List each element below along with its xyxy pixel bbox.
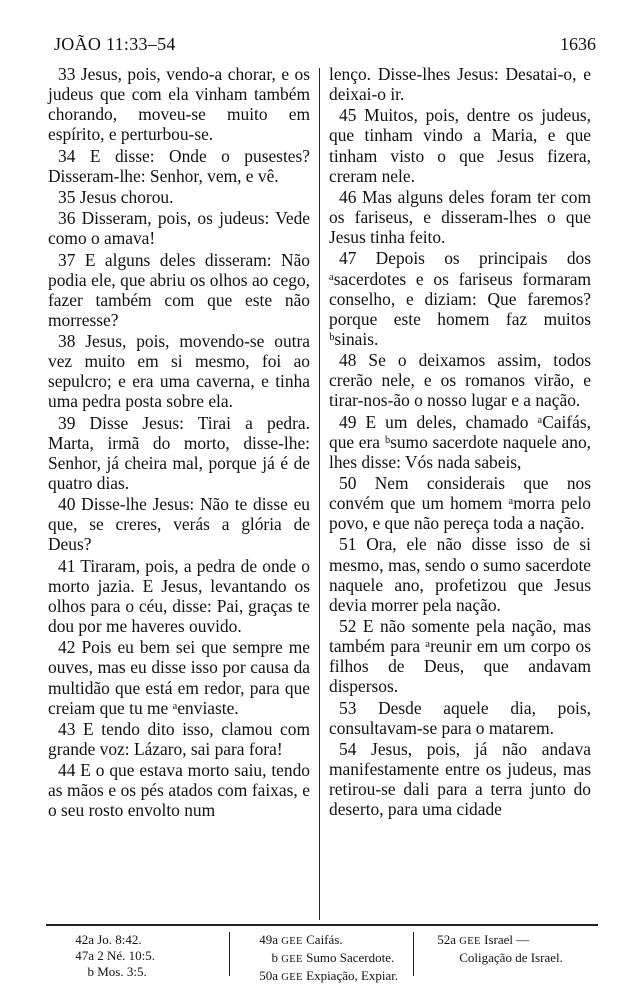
footnote-text: Caifás.	[306, 932, 343, 947]
left-column	[48, 64, 310, 822]
footnote-divider	[229, 932, 230, 976]
verse-40: 40 Disse-lhe Jesus: Não te disse eu que, se creres, verás a glória de Deus?	[48, 494, 310, 555]
footnote-text: Coligação de Israel.	[459, 950, 563, 965]
footnote-text: Mos. 3:5.	[97, 964, 147, 979]
verse-46: 46 Mas alguns deles foram ter com os fariseus, e disseram-lhes o que Jesus tinha feito.	[329, 186, 591, 248]
footnote	[60, 948, 230, 964]
footnote-ref: 50a	[259, 968, 278, 983]
footnote-text: Expiação, Expiar.	[306, 968, 399, 983]
footnote-ref: 47a	[75, 948, 94, 963]
verse-47: 47 Depois os principais dos ᵃsacerdotes e os fariseus formaram conselho, e diziam: Que faremos? porque este homem faz muitos ᵇsinais.	[329, 248, 591, 349]
guide-tag: GEE	[281, 972, 303, 983]
page-header	[46, 34, 594, 60]
footnote-ref: 42a	[75, 932, 94, 947]
verse-52: 52 E não somente pela nação, mas também para ᵃreunir em um corpo os filhos de Deus, que andavam dispersos.	[329, 616, 591, 697]
footnote-text: Sumo Sacerdote.	[306, 950, 395, 965]
footnote-ref: b	[271, 950, 278, 965]
text-columns	[46, 64, 594, 920]
footnote	[60, 964, 230, 980]
page-number: 1636	[560, 34, 596, 54]
verse-54: 54 Jesus, pois, já não andava manifestamente entre os judeus, mas retirou-se dali para a terra junto do deserto, para uma cidade	[329, 738, 591, 820]
verse-44: 44 E o que estava morto saiu, tendo as mãos e os pés atados com faixas, e o seu rosto envolto num	[48, 760, 310, 821]
footnote-text: 2 Né. 10:5.	[97, 948, 156, 963]
verse-38: 38 Jesus, pois, movendo-se outra vez muito em si mesmo, foi ao sepulcro; e era uma caverna, e tinha uma pedra posta sobre ela.	[48, 331, 310, 412]
footnote-column-2	[238, 932, 418, 986]
guide-tag: GEE	[459, 936, 481, 947]
verse-44-continued: lenço. Disse-lhes Jesus: Desatai-o, e deixai-o ir.	[329, 64, 591, 105]
verse-37: 37 E alguns deles disseram: Não podia ele, que abriu os olhos ao cego, fazer também com que este não morresse?	[48, 249, 310, 330]
footnote	[238, 950, 418, 968]
chapter-reference: JOÃO 11:33–54	[54, 34, 176, 54]
verse-43: 43 E tendo dito isso, clamou com grande voz: Lázaro, sai para fora!	[48, 718, 310, 759]
footnote	[422, 932, 598, 950]
footnote-column-1	[60, 932, 230, 980]
verse-42: 42 Pois eu bem sei que sempre me ouves, mas eu disse isso por causa da multidão que está em redor, para que creiam que tu me ᵃenviaste.	[48, 637, 310, 718]
verse-45: 45 Muitos, pois, dentre os judeus, que tinham vindo a Maria, e que tinham visto o que Jesus fizera, creram nele.	[329, 105, 591, 186]
verse-50: 50 Nem considerais que nos convém que um homem ᵃmorra pelo povo, e que não pereça toda a nação.	[329, 473, 591, 534]
verse-35: 35 Jesus chorou.	[58, 186, 174, 207]
guide-tag: GEE	[281, 954, 303, 965]
right-column	[329, 64, 591, 821]
verse-41: 41 Tiraram, pois, a pedra de onde o morto jazia. E Jesus, levantando os olhos para o céu, disse: Pai, graças te dou por me haveres ouvido.	[48, 555, 310, 637]
footnote	[238, 932, 418, 950]
verse-53: 53 Desde aquele dia, pois, consultavam-se para o matarem.	[329, 697, 591, 738]
verse-51: 51 Ora, ele não disse isso de si mesmo, mas, sendo o sumo sacerdote naquele ano, profetizou que Jesus devia morrer pela nação.	[329, 534, 591, 615]
footnote-column-3	[422, 932, 598, 966]
verse-36: 36 Disseram, pois, os judeus: Vede como o amava!	[48, 208, 310, 249]
scripture-page	[46, 34, 596, 983]
verse-49: 49 E um deles, chamado ᵃCaifás, que era ᵇsumo sacerdote naquele ano, lhes disse: Vós nada sabeis,	[329, 411, 591, 472]
verse-33: 33 Jesus, pois, vendo-a chorar, e os judeus que com ela vinham também chorando, moveu-se muito em espírito, e perturbou-se.	[48, 64, 310, 145]
footnote-ref: 52a	[437, 932, 456, 947]
verse-39: 39 Disse Jesus: Tirai a pedra. Marta, irmã do morto, disse-lhe: Senhor, já cheira mal, porque já é de quatro dias.	[48, 412, 310, 493]
footnote	[60, 932, 230, 948]
footnote-ref: 49a	[259, 932, 278, 947]
column-divider	[319, 68, 320, 920]
guide-tag: GEE	[281, 936, 303, 947]
footnote-text: Jo. 8:42.	[97, 932, 142, 947]
verse-34: 34 E disse: Onde o pusestes? Disseram-lhe: Senhor, vem, e vê.	[48, 145, 310, 186]
footnote	[238, 968, 418, 986]
footnote-rule	[46, 924, 598, 926]
footnotes	[46, 932, 598, 992]
verse-48: 48 Se o deixamos assim, todos crerão nele, e os romanos virão, e tirar-nos-ão o nosso lugar e a nação.	[329, 350, 591, 411]
footnote-text: Israel —	[484, 932, 530, 947]
footnote-ref: b	[87, 964, 94, 979]
footnote-divider	[413, 932, 414, 976]
footnote	[422, 950, 598, 966]
